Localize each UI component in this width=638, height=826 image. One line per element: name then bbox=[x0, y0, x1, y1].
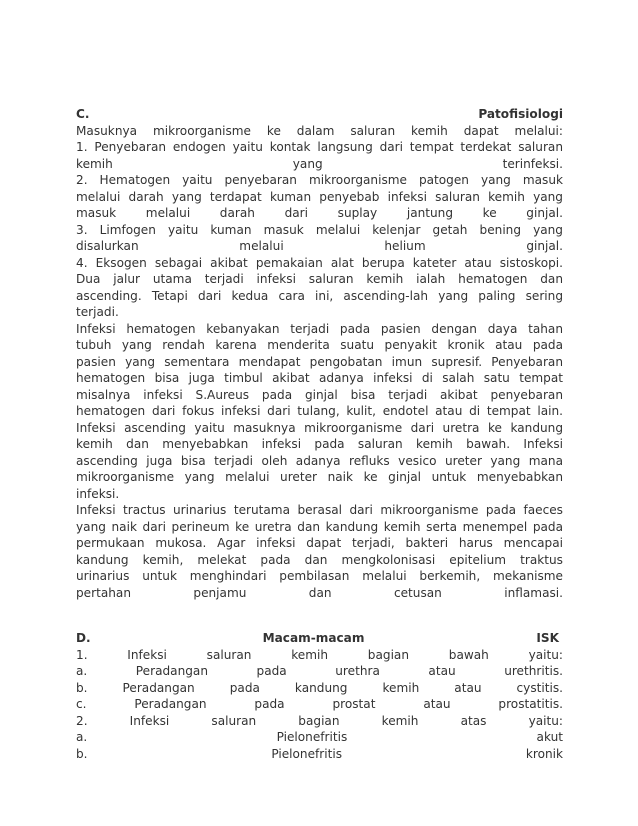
section-spacer bbox=[76, 601, 563, 630]
paragraph-line: masuk melalui darah dari suplay jantung ke ginjal. bbox=[76, 206, 563, 220]
paragraph-line: hematogen dari fokus infeksi dari tulang, kulit, endotel atau di tempat lain. bbox=[76, 404, 563, 418]
paragraph-line: terjadi. bbox=[76, 305, 119, 319]
section-d-title-right: ISK bbox=[536, 631, 559, 645]
paragraph-line: infeksi. bbox=[76, 486, 120, 501]
paragraph-line: Infeksi hematogen kebanyakan terjadi pada pasien dengan daya tahan bbox=[76, 321, 563, 336]
paragraph-line: ascending. Tetapi dari kedua cara ini, ascending-lah yang paling sering bbox=[76, 288, 563, 303]
paragraph-line: disalurkan melalui helium ginjal. bbox=[76, 239, 563, 253]
paragraph-line: pertahan penjamu dan cetusan inflamasi. bbox=[76, 585, 563, 600]
paragraph-line: kemih dan menyebabkan infeksi pada saluran kemih bawah. Infeksi bbox=[76, 437, 563, 451]
paragraph-line: Infeksi ascending yaitu masuknya mikroorganisme dari uretra ke kandung bbox=[76, 420, 563, 435]
list-row-marker: a. bbox=[76, 730, 88, 744]
list-line: c. Peradangan pada prostat atau prostatitis. bbox=[76, 697, 563, 711]
list-row-term: Pielonefritis bbox=[271, 746, 343, 761]
document-page bbox=[76, 106, 563, 762]
paragraph-line: permukaan mukosa. Agar infeksi dapat terjadi, bakteri harus mencapai bbox=[76, 536, 563, 550]
section-d-body bbox=[76, 647, 563, 763]
list-row bbox=[76, 746, 563, 763]
paragraph-line: kemih yang terinfeksi. bbox=[76, 156, 563, 171]
paragraph-line: 4. Eksogen sebagai akibat pemakaian alat berupa kateter atau sistoskopi. bbox=[76, 255, 563, 270]
list-row-term: Pielonefritis bbox=[276, 730, 348, 744]
paragraph-line: 2. Hematogen yaitu penyebaran mikroorganisme patogen yang masuk bbox=[76, 173, 563, 187]
paragraph-line: 1. Penyebaran endogen yaitu kontak langsung dari tempat terdekat saluran bbox=[76, 140, 563, 154]
list-row-qualifier: akut bbox=[536, 730, 563, 744]
paragraph-line: kandung kemih, melekat pada dan mengkolonisasi epitelium traktus bbox=[76, 552, 563, 567]
section-c-body bbox=[76, 123, 563, 602]
paragraph-line: melalui darah yang terdapat kuman penyebab infeksi saluran kemih yang bbox=[76, 189, 563, 204]
section-c-title: Patofisiologi bbox=[478, 107, 563, 121]
paragraph-line: mikroorganisme yang melalui ureter naik ke ginjal untuk menyebabkan bbox=[76, 470, 563, 484]
section-d-title: Macam-macam bbox=[262, 631, 365, 645]
section-d-heading bbox=[76, 630, 563, 647]
paragraph-line: pasien yang sementara mendapat pengobatan imun supresif. Penyebaran bbox=[76, 354, 563, 369]
paragraph-line: hematogen bisa juga timbul akibat adanya infeksi di salah satu tempat bbox=[76, 371, 563, 385]
section-c-heading bbox=[76, 106, 563, 123]
paragraph-line: yang naik dari perineum ke uretra dan kandung kemih serta menempel pada bbox=[76, 519, 563, 534]
list-row-qualifier: kronik bbox=[525, 746, 563, 761]
list-line: b. Peradangan pada kandung kemih atau cystitis. bbox=[76, 680, 563, 695]
paragraph-line: Masuknya mikroorganisme ke dalam saluran kemih dapat melalui: bbox=[76, 123, 563, 138]
paragraph-line: ascending juga bisa terjadi oleh adanya refluks vesico ureter yang mana bbox=[76, 453, 563, 468]
section-d-letter: D. bbox=[76, 631, 91, 645]
paragraph-line: urinarius untuk menghindari pembilasan melalui berkemih, mekanisme bbox=[76, 569, 563, 583]
section-c-letter: C. bbox=[76, 107, 90, 121]
paragraph-line: Dua jalur utama terjadi infeksi saluran kemih ialah hematogen dan bbox=[76, 272, 563, 286]
list-row bbox=[76, 729, 563, 746]
paragraph-line: misalnya infeksi S.Aureus pada ginjal bisa terjadi akibat penyebaran bbox=[76, 387, 563, 402]
list-row-marker: b. bbox=[76, 746, 88, 761]
paragraph-line: tubuh yang rendah karena menderita suatu penyakit kronik atau pada bbox=[76, 338, 563, 352]
paragraph-line: Infeksi tractus urinarius terutama berasal dari mikroorganisme pada faeces bbox=[76, 503, 563, 517]
list-line: 2. Infeksi saluran bagian kemih atas yaitu: bbox=[76, 713, 563, 728]
list-line: 1. Infeksi saluran kemih bagian bawah yaitu: bbox=[76, 647, 563, 662]
list-line: a. Peradangan pada urethra atau urethritis. bbox=[76, 664, 563, 678]
paragraph-line: 3. Limfogen yaitu kuman masuk melalui kelenjar getah bening yang bbox=[76, 222, 563, 237]
